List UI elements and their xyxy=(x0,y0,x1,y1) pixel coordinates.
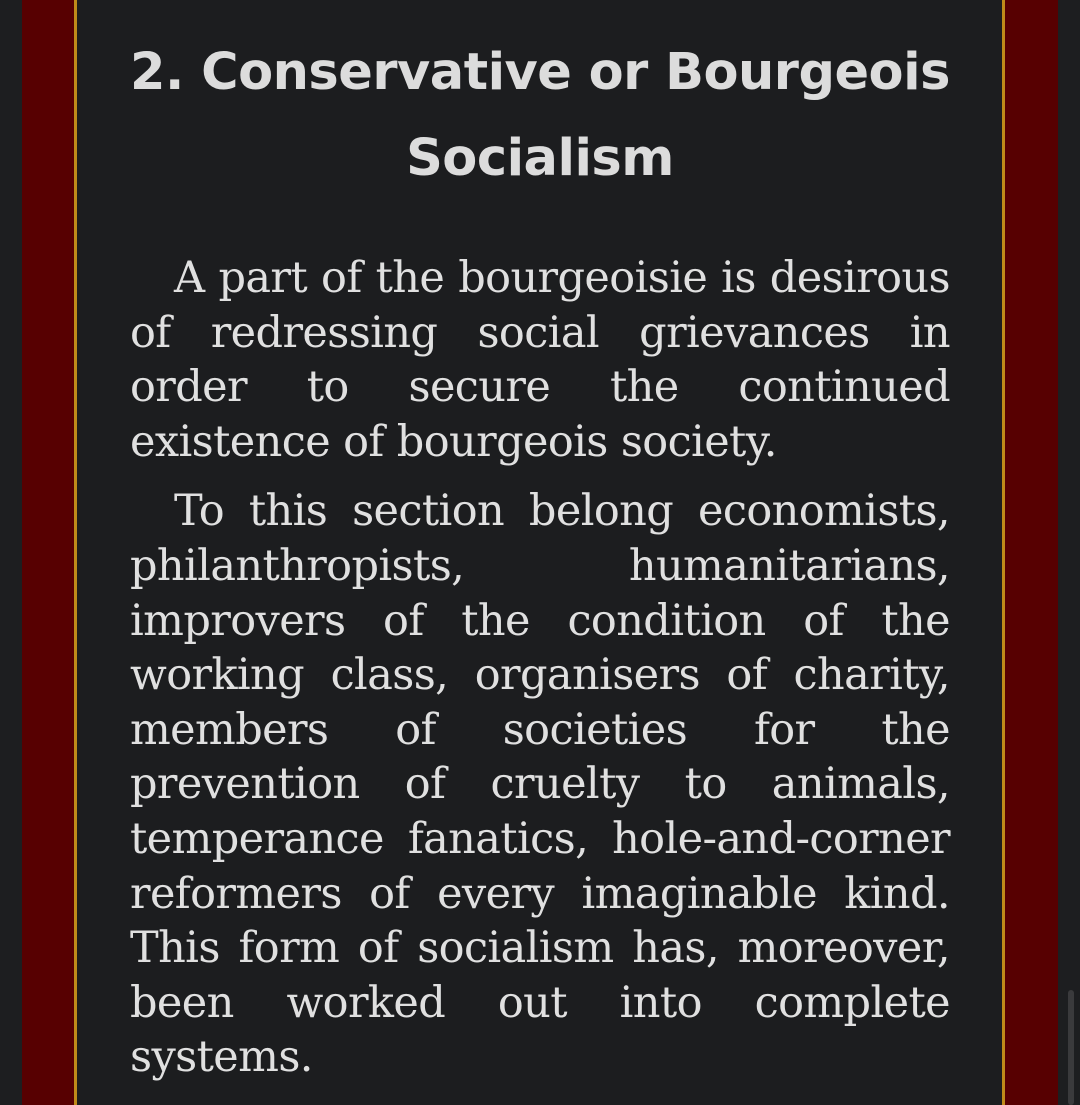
left-page-border xyxy=(22,0,74,1105)
section-heading: 2. Conservative or Bourgeois Socialism xyxy=(130,43,950,188)
paragraph: A part of the bourgeoisie is desirous of redressing social grievances in order to secure the continued existence of bourgeois society. xyxy=(130,253,950,467)
section-body xyxy=(130,251,950,1100)
scrollbar-thumb[interactable] xyxy=(1068,990,1074,1105)
paragraph: To this section belong economists, philanthropists, humanitarians, improvers of the condition of the working class, organisers of charity, members of societies for the prevention of cruelty to animals, temperance fanatics, hole-and-corner reformers of every imaginable kind. This form of socialism has, moreover, been worked out into complete systems. xyxy=(130,486,950,1083)
right-page-border xyxy=(1005,0,1058,1105)
